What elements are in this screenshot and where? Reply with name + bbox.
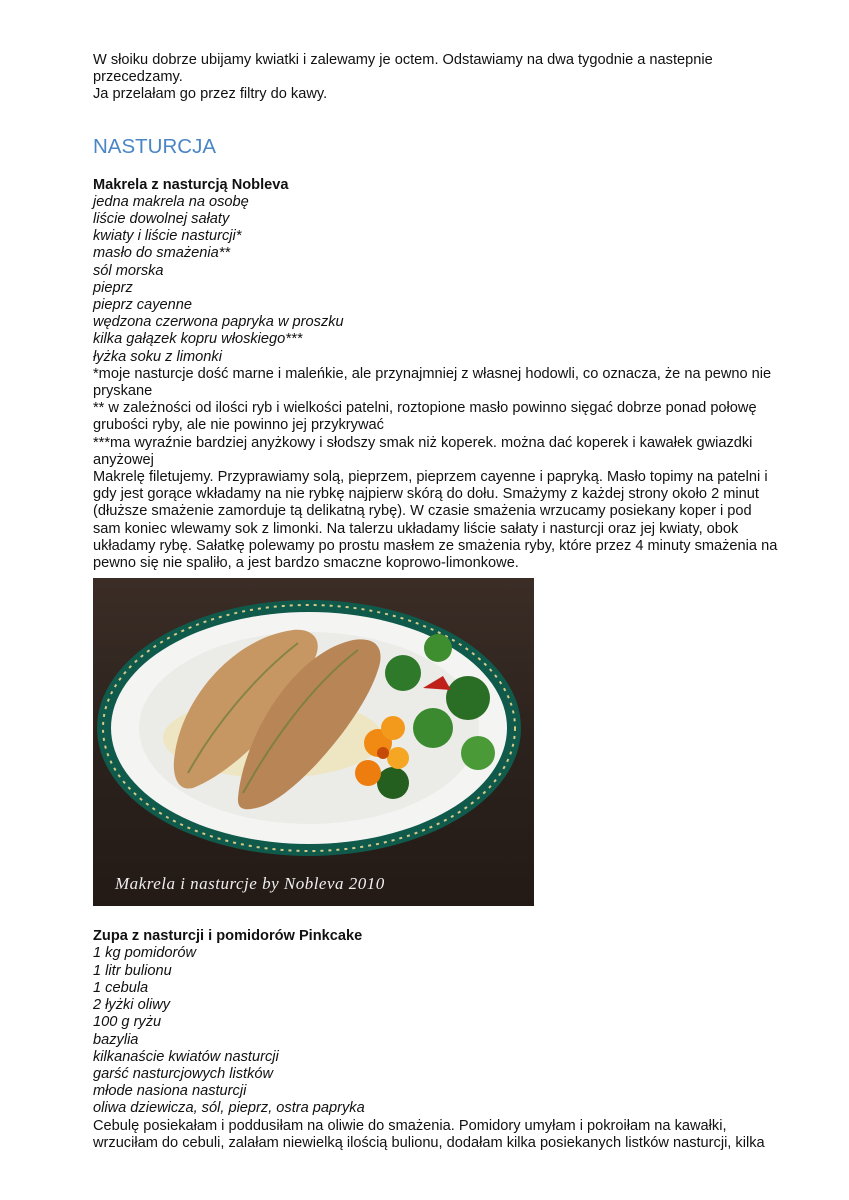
section-heading: NASTURCJA bbox=[93, 134, 217, 158]
ingredient-item: pieprz cayenne bbox=[93, 297, 192, 314]
ingredient-list bbox=[93, 945, 803, 1117]
intro-line: Ja przelałam go przez filtry do kawy. bbox=[93, 86, 328, 103]
ingredient-item: oliwa dziewicza, sól, pieprz, ostra papryka bbox=[93, 1100, 365, 1117]
method-line: sam koniec wlewamy sok z limonki. Na talerzu układamy liście sałaty i nasturcji oraz jej kwiaty, obok bbox=[93, 520, 739, 537]
ingredient-item: 2 łyżki oliwy bbox=[93, 997, 171, 1014]
footnote-line: grubości ryby, ale nie powinno jej przykrywać bbox=[93, 417, 384, 434]
method-line: (dłuższe smażenie zamorduje tą delikatną rybę). W czasie smażenia wrzucamy posiekany koper i pod bbox=[93, 503, 752, 520]
intro-line: W słoiku dobrze ubijamy kwiatki i zalewamy je octem. Odstawiamy na dwa tygodnie a nastepnie bbox=[93, 52, 713, 68]
ingredient-item: 100 g ryżu bbox=[93, 1014, 162, 1031]
ingredient-item: liście dowolnej sałaty bbox=[93, 211, 230, 228]
ingredient-item: łyżka soku z limonki bbox=[93, 348, 222, 365]
ingredient-item: 1 litr bulionu bbox=[93, 962, 172, 979]
ingredient-item: 1 kg pomidorów bbox=[93, 945, 197, 962]
ingredient-item: 1 cebula bbox=[93, 979, 149, 996]
method-paragraph bbox=[93, 469, 803, 572]
recipe-zupa bbox=[93, 928, 803, 1152]
method-line: układamy rybę. Sałatkę polewamy po prostu masłem ze smażenia ryby, które przez 4 minuty smażenia na bbox=[93, 537, 778, 554]
method-line: gdy jest gorące wkładamy na nie rybkę najpierw skórą do dołu. Smażymy z każdej strony około 2 minut bbox=[93, 486, 759, 503]
footnote-line: anyżowej bbox=[93, 451, 154, 468]
recipe-makrela bbox=[93, 177, 803, 907]
recipe-photo bbox=[93, 578, 534, 906]
ingredient-item: bazylia bbox=[93, 1031, 139, 1048]
document-page bbox=[93, 52, 803, 1152]
ingredient-list bbox=[93, 194, 803, 366]
method-line: wrzuciłam do cebuli, zalałam niewielką ilością bulionu, dodałam kilka posiekanych listków nasturcji, kilka bbox=[93, 1134, 765, 1151]
ingredient-item: kwiaty i liście nasturcji* bbox=[93, 228, 242, 245]
method-line: Makrelę filetujemy. Przyprawiamy solą, pieprzem, pieprzem cayenne i papryką. Masło topimy na patelni i bbox=[93, 469, 768, 486]
ingredient-item: sól morska bbox=[93, 262, 164, 279]
ingredient-item: kilka gałązek kopru włoskiego*** bbox=[93, 331, 303, 348]
ingredient-item: młode nasiona nasturcji bbox=[93, 1083, 247, 1100]
footnote-line: *moje nasturcje dość marne i maleńkie, ale przynajmniej z własnej hodowli, co oznacza, że na pewno nie bbox=[93, 365, 772, 382]
ingredient-item: jedna makrela na osobę bbox=[93, 193, 249, 210]
ingredient-item: pieprz bbox=[93, 279, 133, 296]
intro-paragraph bbox=[93, 52, 803, 104]
footnotes bbox=[93, 366, 803, 469]
recipe-title: Makrela z nasturcją Nobleva bbox=[93, 176, 289, 193]
plate-illustration bbox=[93, 578, 534, 906]
footnote-line: pryskane bbox=[93, 383, 153, 400]
recipe-title: Zupa z nasturcji i pomidorów Pinkcake bbox=[93, 928, 363, 945]
ingredient-item: kilkanaście kwiatów nasturcji bbox=[93, 1048, 279, 1065]
method-paragraph bbox=[93, 1118, 803, 1152]
method-line: Cebulę posiekałam i poddusiłam na oliwie do smażenia. Pomidory umyłam i pokroiłam na kawałki, bbox=[93, 1117, 727, 1134]
ingredient-item: wędzona czerwona papryka w proszku bbox=[93, 314, 344, 331]
footnote-line: ** w zależności od ilości ryb i wielkości patelni, roztopione masło powinno sięgać dobrze ponad połowę bbox=[93, 400, 757, 417]
ingredient-item: garść nasturcjowych listków bbox=[93, 1065, 274, 1082]
footnote-line: ***ma wyraźnie bardziej anyżkowy i słodszy smak niż koperek. można dać koperek i kawałek gwiazdki bbox=[93, 434, 753, 451]
ingredient-item: masło do smażenia** bbox=[93, 245, 231, 262]
intro-line: przecedzamy. bbox=[93, 69, 183, 86]
photo-caption: Makrela i nasturcje by Nobleva 2010 bbox=[115, 874, 385, 894]
method-line: pewno się nie spaliło, a jest bardzo smaczne koprowo-limonkowe. bbox=[93, 555, 519, 572]
